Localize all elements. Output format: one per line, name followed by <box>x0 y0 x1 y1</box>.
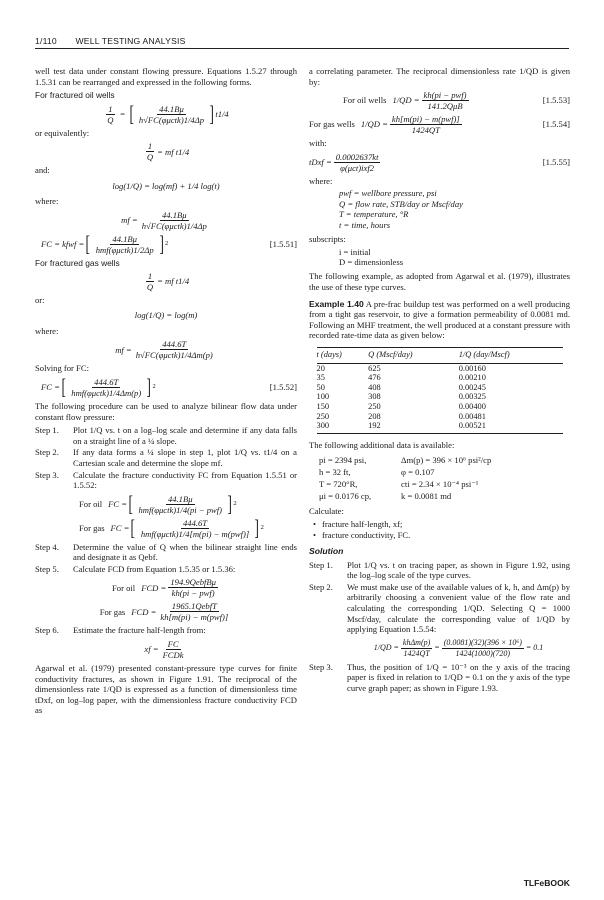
footer-watermark: TLFeBOOK <box>523 878 570 888</box>
definition-item: T = temperature, °R <box>339 209 409 220</box>
additional-data <box>319 454 570 502</box>
left-closing: Agarwal et al. (1979) presented constant-pressure type curves for finite conductivity fractures, as shown in Figure 1.91. The reciprocal of the dimensionless rate 1/QD is expressed as a function of dimensionless time tDxf, on log–log paper, with the dimensionless fracture conductivity FCD as <box>35 663 297 716</box>
equation-log-gas: log(1/Q) = log(m) <box>134 310 198 321</box>
equation-log-oil: log(1/Q) = log(mf) + 1/4 log(t) <box>112 180 220 191</box>
equation-xf: xf = $\frac{FC}{\text{FCDk}}$ <box>144 639 184 661</box>
table-header: 1/Q (day/Mscf) <box>459 347 563 363</box>
data-row: pi = 2394 psi, Δm(p) = 396 × 10⁶ psi²/cp <box>319 455 492 466</box>
step-item: Step 6. Estimate the fracture half-length from: <box>35 625 206 636</box>
table-row: 100 308 0.00325 <box>316 392 486 402</box>
step5-oil-equation: For oil FCD = $\frac{\text{194.9QebfBμ}}{\text{kh(pi − pwf)}}$ <box>112 577 216 599</box>
data-row: T = 720°R, cti = 2.34 × 10⁻⁴ psi⁻¹ <box>319 479 479 490</box>
steps-4-5 <box>35 542 297 575</box>
running-title: WELL TESTING ANALYSIS <box>75 36 186 46</box>
subscript-item: i = initial <box>339 246 371 257</box>
gas-heading: For fractured gas wells <box>35 257 120 268</box>
definitions-list <box>339 188 570 230</box>
step5-gas-equation: For gas FCD = $\frac{\text{1965.1QebfT}}{\text{kh[m(pi) − m(pwf)]}}$ <box>99 601 229 623</box>
definition-item: pwf = wellbore pressure, psi <box>339 188 437 199</box>
oil-heading: For fractured oil wells <box>35 90 115 101</box>
equation-1-5-55: tDxf = $\frac{0.0002637kt}{\text{φ(μct)ixf2}}$ [1.5.55] <box>309 151 570 173</box>
header-rule <box>35 48 569 49</box>
left-column <box>35 66 297 719</box>
equation-linear-gas: $\frac{1}{Q}$ = mf t1/4 <box>146 271 190 293</box>
data-row: h = 32 ft, φ = 0.107 <box>319 467 435 478</box>
data-row: μi = 0.0176 cp, k = 0.0081 md <box>319 491 452 502</box>
example-1-40 <box>309 299 570 341</box>
calculate-list <box>313 519 570 540</box>
table-row: 50 408 0.00245 <box>316 382 486 392</box>
equation-oil-rate: $\frac{1}{Q}$ = [ $\frac{44.1B\mu}{\text{h√FC(φμctk)1/4Δp}}$ ] t1/4 <box>107 101 229 127</box>
table-header: Q (Mscf/day) <box>368 347 459 363</box>
table-row: 150 250 0.00400 <box>316 401 486 411</box>
with-label: with: <box>309 138 327 149</box>
procedure-text: The following procedure can be used to analyze bilinear flow data under constant flow pressure: <box>35 400 297 422</box>
step-item: Step 5. Calculate FCD from Equation 1.5.35 or 1.5.36: <box>35 563 236 574</box>
equation-linear-oil: $\frac{1}{Q}$ = mf t1/4 <box>146 141 190 163</box>
equation-1-5-54: For gas wells 1/QD = $\frac{\text{kh[m(pi) − m(pwf)]}}{1424QT}$ [1.5.54] <box>309 114 570 136</box>
step-item: Step 2. If any data forms a ¼ slope in step 1, plot 1/Q vs. t1/4 on a Cartesian scale and determine the slope mf. <box>35 447 297 468</box>
right-intro: a correlating parameter. The reciprocal dimensionless rate 1/QD is given by: <box>309 66 570 87</box>
and-label: and: <box>35 165 50 176</box>
solution-heading: Solution <box>309 546 344 557</box>
table-row: 20 625 0.00160 <box>316 363 486 373</box>
step-item: Step 3. Calculate the fracture conductivity FC from Equation 1.5.51 or 1.5.52: <box>35 469 297 491</box>
equation-1-5-52: FC = [ $\frac{444.6T}{\text{hmf(φμctk)1/4Δm(p)}}$ ] 2 [1.5.52] <box>41 374 297 400</box>
example-text: A pre-frac buildup test was performed on a well producing from a tight gas reservoir, to give a formation permeability of 0.0081 md. Following an MHF treatment, the well produced at a constant pressure with recorded rate-time data as given below: <box>309 298 570 341</box>
additional-data-label: The following additional data is available: <box>309 439 455 450</box>
example-label: Example 1.40 <box>309 298 364 309</box>
list-item: • fracture half-length, xf; <box>313 519 570 530</box>
step-item: Step 4. Determine the value of Q when the bilinear straight line ends and designate it as Qebf. <box>35 541 297 563</box>
step3-gas-equation: For gas FC = [ $\frac{444.6T}{\text{hmf(φμctk)1/4[m(pi) − m(pwf)]}}$ ] 2 <box>79 515 264 541</box>
subscript-item: D = dimensionless <box>339 257 404 267</box>
definition-item: Q = flow rate, STB/day or Mscf/day <box>339 198 463 209</box>
rate-time-table <box>317 347 563 434</box>
page-number: 1/110 <box>35 36 57 46</box>
step-item: Step 3. Thus, the position of 1/Q = 10⁻³ on the y axis of the tracing paper is fixed in relation to 1/QD = 0.1 on the y axis of the type curve graph paper; as shown in Figure 1.93. <box>309 661 570 694</box>
or-equivalently: or equivalently: <box>35 127 90 138</box>
step2-equation: 1/QD = $\frac{\text{khΔm(p)}}{1424QT}$ = $\frac{\text{(0.0081)(32)(396 × 10⁶)}}{1424(1000)(720)}$ = 0.1 <box>373 637 544 658</box>
table-row: 250 208 0.00481 <box>316 411 486 421</box>
solution-steps <box>309 560 570 635</box>
table-header: t (days) <box>317 347 369 363</box>
steps-1-3 <box>35 425 297 491</box>
subscripts-label: subscripts: <box>309 234 346 244</box>
left-intro: well test data under constant flowing pressure. Equations 1.5.27 through 1.5.31 can be rearranged and expressed in the following forms. <box>35 66 297 87</box>
step-item: Step 1. Plot 1/Q vs. t on tracing paper, as shown in Figure 1.92, using the log–log scale of the type curves. <box>309 559 570 581</box>
step-item: Step 1. Plot 1/Q vs. t on a log–log scale and determine if any data falls on a straight line of a ¼ slope. <box>35 425 297 446</box>
page-header <box>35 36 569 46</box>
step3-oil-equation: For oil FC = [ $\frac{44.1B\mu}{\text{hmf(φμctk)1/4(pi − pwf)}}$ ] 2 <box>79 491 237 517</box>
list-item: • fracture conductivity, FC. <box>313 530 570 541</box>
where-label-2: where: <box>35 325 59 336</box>
equation-1-5-53: For oil wells 1/QD = $\frac{\text{kh(pi − pwf)}}{\text{141.2QμB}}$ [1.5.53] <box>343 90 570 112</box>
example-intro: The following example, as adopted from Agarwal et al. (1979), illustrates the use of these type curves. <box>309 271 570 292</box>
calculate-label: Calculate: <box>309 506 344 517</box>
subscripts-list <box>339 247 570 268</box>
right-column <box>309 66 570 695</box>
step-item: Step 2. We must make use of the available values of k, h, and Δm(p) by arbitrarily choosing a convenient value of the flow rate and calculating the corresponding 1/QD. Selecting Q = 1000 Mscf/day, calculate the corresponding value of 1/QD by applying Equation 1.5.54: <box>309 581 570 635</box>
where-label-1: where: <box>35 195 59 206</box>
equation-mf-gas: mf = $\frac{444.6T}{\text{h√FC(φμctk)1/4Δm(p)}}$ <box>115 339 213 361</box>
or-label: or: <box>35 295 45 306</box>
solving-label: Solving for FC: <box>35 363 89 374</box>
where-label: where: <box>309 175 333 186</box>
definition-item: t = time, hours <box>339 219 391 230</box>
equation-1-5-51: FC = kfwf = [ $\frac{44.1B\mu}{\text{hmf(φμctk)1/2Δp}}$ ] 2 [1.5.51] <box>41 231 297 257</box>
table-row: 300 192 0.00521 <box>317 421 563 433</box>
equation-mf-oil: mf = $\frac{44.1B\mu}{\text{h√FC(φμctk)1/4Δp}}$ <box>121 209 207 231</box>
table-row: 35 476 0.00210 <box>316 373 486 383</box>
